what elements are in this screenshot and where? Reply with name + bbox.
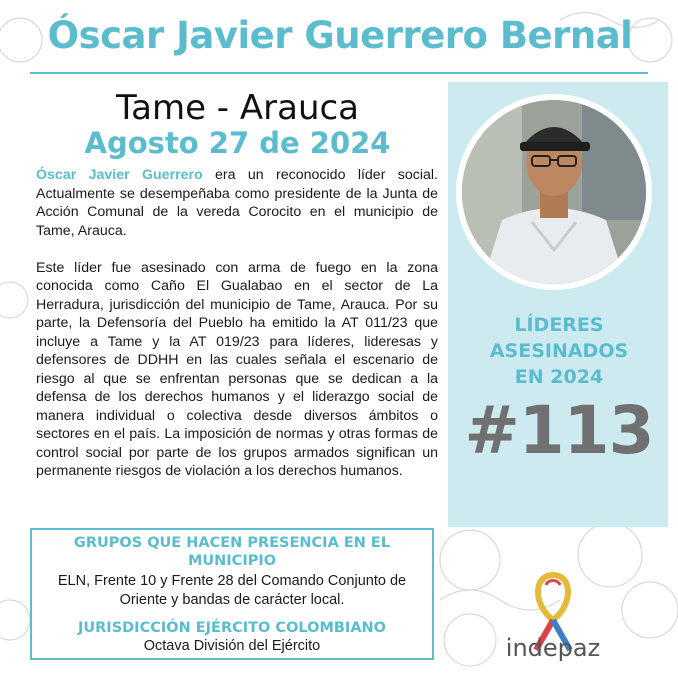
jurisdiction-text: Octava División del Ejército	[143, 638, 321, 654]
logo-text: indepaz	[505, 634, 601, 662]
title-divider	[30, 72, 648, 74]
groups-heading-line2: MUNICIPIO	[187, 553, 277, 569]
date-text: Agosto 27 de 2024	[84, 126, 391, 160]
body-text	[36, 166, 438, 499]
paragraph-2: Este líder fue asesinado con arma de fuego en la zona conocida como Caño El Gualabao en el sector de La Herradura, jurisdicción del municipio de Tame, Arauca. Por su parte, la Defensoría del Pueblo ha emitido la AT 011/23 que incluye a Tame y la AT 019/23 para líderes, lideresas y defensores de DDHH en las cuales señala el escenario de riesgo al que se enfrentan personas que se dedican a la defensa de los derechos humanos y el liderazgo social de manera individual o colectiva desde diversos ámbitos o sectores en el país. La imposición de normas y otras formas de control social por parte de los grupos armados significan un permanente riesgos de violación a los derechos humanos.	[36, 259, 438, 479]
stats-label-line1: LÍDERES	[514, 314, 604, 336]
groups-text-line1: ELN, Frente 10 y Frente 28 del Comando Conjunto de	[57, 573, 407, 589]
stats-label-line2: ASESINADOS	[489, 340, 629, 362]
stats-label-line3: EN 2024	[514, 366, 604, 388]
groups-heading-line1: GRUPOS QUE HACEN PRESENCIA EN EL	[73, 535, 391, 551]
location-text: Tame - Arauca	[115, 88, 360, 128]
page-title: Óscar Javier Guerrero Bernal	[47, 14, 633, 57]
portrait-photo	[462, 100, 646, 284]
stats-number: #113	[464, 392, 654, 469]
groups-text-line2: Oriente y bandas de carácter local.	[119, 592, 345, 608]
jurisdiction-heading: JURISDICCIÓN EJÉRCITO COLOMBIANO	[77, 620, 387, 636]
name-highlight: Óscar Javier Guerrero	[36, 167, 203, 183]
paragraph-1-rest: era un reconocido líder social. Actualmente se desempeñaba como presidente de la Junta de Acción Comunal de la vereda Corocito en el municipio de Tame, Arauca.	[36, 167, 438, 239]
portrait-illustration	[462, 100, 646, 284]
stats-label	[450, 312, 668, 390]
paragraph-1	[36, 166, 438, 240]
